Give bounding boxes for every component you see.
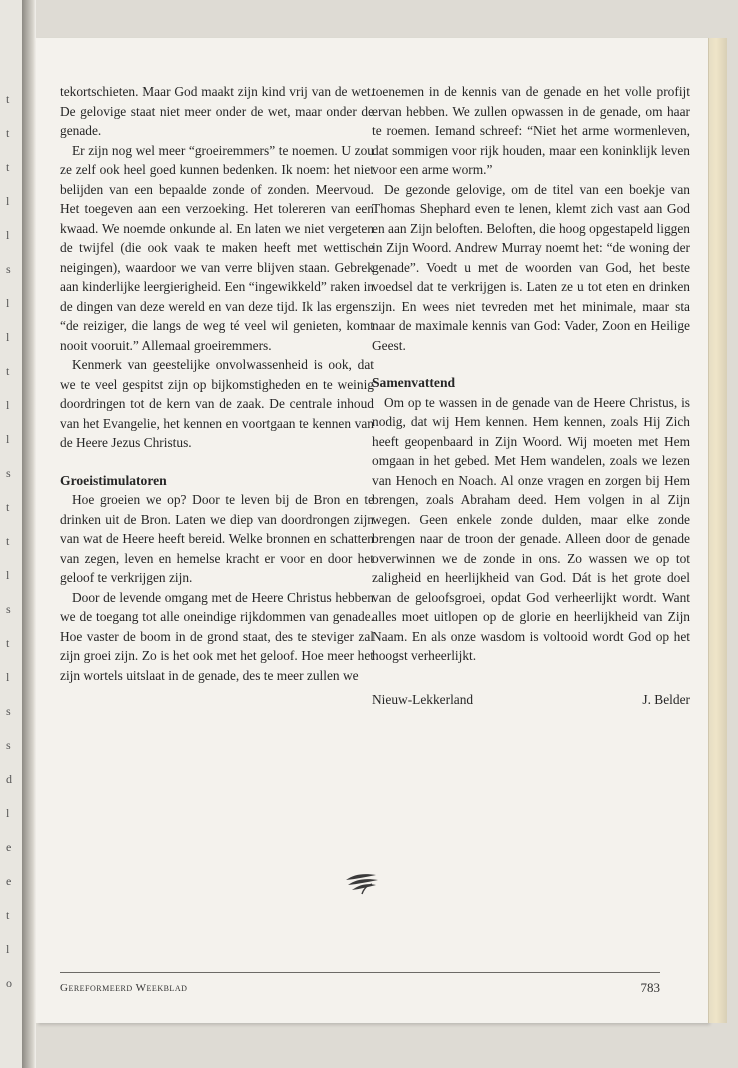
margin-fragment: t <box>6 160 10 174</box>
margin-fragment: l <box>6 296 10 310</box>
margin-fragment: t <box>6 364 10 378</box>
paragraph: tekortschieten. Maar God maakt zijn kind vrij van de wet. De gelovige staat niet meer onder de wet, maar onder de genade. <box>60 84 374 138</box>
margin-fragment: s <box>6 704 11 718</box>
right-column <box>372 82 690 709</box>
left-column <box>60 82 374 685</box>
paragraph: Om op te wassen in de genade van de Heere Christus, is nodig, dat wij Hem kennen. Hem kennen, zoals Hij Zich heeft geopenbaard in Zijn Woord. Wij moeten met Hem omgaan in het gebed. Met Hem wandelen, zoals we lezen van Henoch en Noach. Al onze vragen en zorgen bij Hem brengen, zoals Abraham deed. Hem volgen in al Zijn wegen. Geen enkele zonde dulden, maar elke zonde brengen naar de troon der genade. Alleen door de genade overwinnen we de zonde in ons. Zo wassen we op tot zaligheid en heerlijkheid van God. Dát is het grote doel van de geloofsgroei, opdat God verheerlijkt wordt. Want alles moet uitlopen op de glorie en heerlijkheid van Zijn Naam. En als onze wasdom is voltooid wordt God op het hoogst verheerlijkt. <box>372 394 690 663</box>
margin-fragment: t <box>6 636 10 650</box>
facing-page-edge <box>0 0 23 1068</box>
margin-fragment: l <box>6 670 10 684</box>
margin-fragment: s <box>6 602 11 616</box>
margin-fragment: t <box>6 908 10 922</box>
paragraph: Kenmerk van geestelijke onvolwassenheid is ook, dat we te veel gespitst zijn op bijkomstigheden en te weinig doordringen tot de kern van de zaak. De centrale inhoud van het Evangelie, het kennen en voortgaan te kennen van de Heere Jezus Christus. <box>60 357 374 450</box>
margin-fragment: l <box>6 228 10 242</box>
margin-fragment: o <box>6 976 12 990</box>
paragraph: De gezonde gelovige, om de titel van een boekje van Thomas Shephard even te lenen, klemt zich vast aan God en aan Zijn beloften. Beloften, die hoog opgestapeld liggen in Zijn Woord. Andrew Murray noemt het: “de woning der genade”. Voedt u met de woorden van God, het beste voedsel dat te verkrijgen is. Laten ze u tot eten en drinken zijn. En wees niet tevreden met het minimale, maar sta naar de maximale kennis van God: Vader, Zoon en Heilige Geest. <box>372 181 690 353</box>
margin-fragment: t <box>6 534 10 548</box>
margin-fragment: s <box>6 738 11 752</box>
journal-name: Gereformeerd Weekblad <box>60 982 188 994</box>
paragraph: Er zijn nog wel meer “groeiremmers” te noemen. U zou ze zelf ook heel goed kunnen bedenken. Ik noem: het niet belijden van een bepaalde zonde of zonden. Meervoud. Het toegeven aan een verzoeking. Het tolereren van een kwaad. We noemde onkunde al. En laten we niet vergeten de twijfel (die ook vaak te maken heeft met wettische neigingen), waardoor we van verre blijven staan. Gebrek aan kinderlijke leergierigheid. Een “ingewikkeld” raken in de dingen van deze wereld en van deze tijd. Ik las ergens: “de reiziger, die langs de weg té veel wil genieten, komt nooit vooruit.” Allemaal groeiremmers. <box>60 142 374 353</box>
margin-fragment: l <box>6 330 10 344</box>
signature-place: Nieuw-Lekkerland <box>372 691 474 707</box>
page-number: 783 <box>640 980 660 995</box>
margin-fragment: s <box>6 466 11 480</box>
section-heading-groeistimulatoren: Groeistimulatoren <box>60 472 167 488</box>
footer-rule <box>60 972 660 973</box>
margin-fragment: s <box>6 262 11 276</box>
margin-fragment: t <box>6 126 10 140</box>
margin-fragment: l <box>6 398 10 412</box>
margin-fragment: l <box>6 432 10 446</box>
page-stack-edge <box>708 38 727 1023</box>
margin-fragment: l <box>6 806 10 820</box>
margin-fragment: e <box>6 840 12 854</box>
margin-fragment: d <box>6 772 12 786</box>
margin-fragment: e <box>6 874 12 888</box>
margin-fragment: l <box>6 942 10 956</box>
signature-line <box>372 690 690 710</box>
margin-fragment: l <box>6 194 10 208</box>
margin-fragment: t <box>6 92 10 106</box>
paragraph: Door de levende omgang met de Heere Christus hebben we de toegang tot alle oneindige rijkdommen van genade. Hoe vaster de boom in de grond staat, des te steviger zal zijn groei zijn. Zo is het ook met het geloof. Hoe meer het zijn wortels uitslaat in de genade, des te meer zullen we <box>60 589 374 683</box>
margin-fragment: t <box>6 500 10 514</box>
page-783 <box>36 38 708 1023</box>
margin-fragment: l <box>6 568 10 582</box>
book-gutter <box>22 0 36 1068</box>
paragraph: toenemen in de kennis van de genade en het volle profijt ervan hebben. We zullen opwassen in de genade, om haar te roemen. Iemand schreef: “Niet het arme wormenleven, dat sommigen voor rijk houden, maar een koninklijk leven voor een arme worm.” <box>372 84 690 177</box>
paragraph: Hoe groeien we op? Door te leven bij de Bron en te drinken uit de Bron. Laten we diep van doordrongen zijn van wat de Heere heeft bereid. Welke bronnen en schatten van zegen, leven en hemelse kracht er voor en door het geloof te verkrijgen zijn. <box>60 492 374 585</box>
ornament-icon <box>342 870 382 896</box>
section-heading-samenvattend: Samenvattend <box>372 375 456 390</box>
signature-author: J. Belder <box>642 691 690 707</box>
